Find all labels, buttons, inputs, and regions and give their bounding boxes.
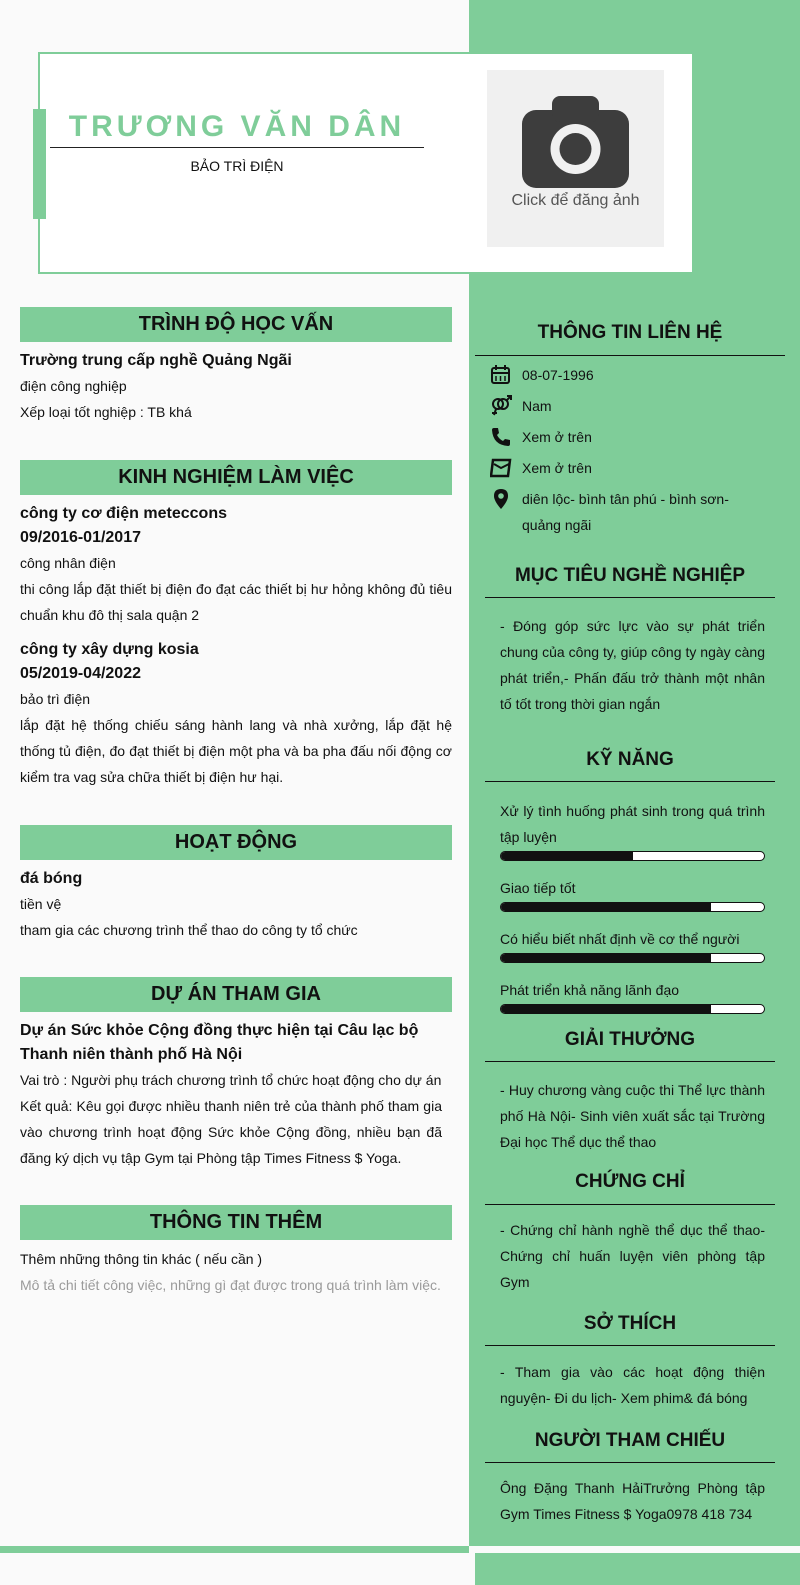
projects-heading: DỰ ÁN THAM GIA xyxy=(20,977,452,1012)
job-title[interactable]: BẢO TRÌ ĐIỆN xyxy=(190,158,284,174)
candidate-name[interactable]: TRƯƠNG VĂN DÂN xyxy=(68,110,406,143)
skill-name: Giao tiếp tốt xyxy=(500,880,576,896)
education-heading: TRÌNH ĐỘ HỌC VẤN xyxy=(20,307,452,342)
email-value: Xem ở trên xyxy=(522,460,592,476)
project-role[interactable]: Vai trò : Người phụ trách chương trình tổ chức hoạt động cho dự án xyxy=(20,1072,442,1088)
activities-heading: HOẠT ĐỘNG xyxy=(20,825,452,860)
references-section xyxy=(485,1430,775,1527)
skill-name: Xử lý tình huống phát sinh trong quá trình tập luyện xyxy=(500,803,765,845)
skill-name: Có hiểu biết nhất định về cơ thể người xyxy=(500,931,740,947)
skill-item[interactable] xyxy=(500,875,765,912)
contact-address[interactable] xyxy=(485,484,775,540)
hobbies-divider xyxy=(485,1345,775,1346)
contact-phone[interactable] xyxy=(485,422,775,453)
experience-role[interactable]: bảo trì điện xyxy=(20,691,91,707)
additional-info-section xyxy=(20,1205,452,1298)
awards-text[interactable]: - Huy chương vàng cuộc thi Thể lực thành phố Hà Nội- Sinh viên xuất sắc tại Trường Đại học Thể dục thể thao xyxy=(500,1082,765,1150)
references-text[interactable]: Ông Đặng Thanh HảiTrưởng Phòng tập Gym Times Fitness $ Yoga0978 418 734 xyxy=(500,1480,765,1522)
objective-divider xyxy=(485,597,775,598)
contact-birthdate[interactable] xyxy=(485,360,775,391)
contact-email[interactable] xyxy=(485,453,775,484)
skill-level-bar xyxy=(500,851,765,861)
project-result[interactable]: Kết quả: Kêu gọi được nhiều thanh niên trẻ của thành phố tham gia vào chương trình hoạt động Sức khỏe Cộng đồng, nhiều bạn đã đăng ký dịch vụ tập Gym tại Phòng tập Times Fitness $ Yoga. xyxy=(20,1098,442,1166)
bottom-right-block xyxy=(475,1553,800,1585)
contact-heading: THÔNG TIN LIÊN HỆ xyxy=(537,322,723,343)
skills-heading: KỸ NĂNG xyxy=(586,749,674,770)
education-major[interactable]: điện công nghiệp xyxy=(20,378,127,394)
location-pin-icon xyxy=(490,488,512,510)
experience-role[interactable]: công nhân điện xyxy=(20,555,116,571)
gender-value: Nam xyxy=(522,398,552,414)
activity-description[interactable]: tham gia các chương trình thể thao do công ty tổ chức xyxy=(20,922,358,938)
gender-icon xyxy=(490,395,512,417)
phone-value: Xem ở trên xyxy=(522,429,592,445)
contact-gender[interactable] xyxy=(485,391,775,422)
experience-description[interactable]: lắp đặt hệ thống chiếu sáng hành lang và nhà xưởng, lắp đặt hệ thống tủ điện, đo đạt thiết bị điện một pha và ba pha đấu nối động cơ kiểm tra vag sửa chữa thiết bị điện hư hại. xyxy=(20,717,452,785)
project-name[interactable]: Dự án Sức khỏe Cộng đồng thực hiện tại Câu lạc bộ Thanh niên thành phố Hà Nội xyxy=(20,1022,419,1063)
bottom-gap xyxy=(469,1546,475,1553)
skill-level-fill xyxy=(501,852,633,860)
skill-level-fill xyxy=(501,1005,711,1013)
objective-text[interactable]: - Đóng góp sức lực vào sự phát triển chung của công ty, giúp công ty ngày càng phát triển,- Phấn đấu trở thành một nhân tố tốt trong thời gian ngắn xyxy=(500,618,765,712)
camera-icon xyxy=(522,96,629,188)
skill-item[interactable] xyxy=(500,798,765,861)
skill-level-fill xyxy=(501,903,711,911)
experience-heading: KINH NGHIỆM LÀM VIỆC xyxy=(20,460,452,495)
birthdate-value: 08-07-1996 xyxy=(522,367,594,383)
education-grade[interactable]: Xếp loại tốt nghiệp : TB khá xyxy=(20,404,192,420)
activity-role[interactable]: tiền vệ xyxy=(20,896,62,912)
experience-description[interactable]: thi công lắp đặt thiết bị điện đo đạt các thiết bị hư hỏng không đủ tiêu chuẩn khu đô thị sala quận 2 xyxy=(20,581,452,623)
skill-item[interactable] xyxy=(500,977,765,1014)
hobbies-section xyxy=(485,1313,775,1411)
photo-upload[interactable] xyxy=(487,70,664,247)
skills-divider xyxy=(485,781,775,782)
header-accent-bar xyxy=(33,109,46,219)
references-divider xyxy=(485,1462,775,1463)
skill-level-fill xyxy=(501,954,711,962)
email-icon xyxy=(490,457,512,479)
skills-section xyxy=(485,749,775,1028)
awards-section xyxy=(485,1029,775,1155)
certificates-divider xyxy=(485,1204,775,1205)
address-value: diên lộc- bình tân phú - bình sơn- quảng ngãi xyxy=(522,491,729,533)
certificates-section xyxy=(485,1171,775,1295)
awards-heading: GIẢI THƯỞNG xyxy=(564,1029,696,1050)
skill-level-bar xyxy=(500,953,765,963)
certificates-text[interactable]: - Chứng chỉ hành nghề thể dục thể thao- Chứng chỉ huấn luyện viên phòng tập Gym xyxy=(500,1222,765,1290)
education-school[interactable]: Trường trung cấp nghề Quảng Ngãi xyxy=(20,352,292,369)
additional-info-line[interactable]: Thêm những thông tin khác ( nếu cần ) xyxy=(20,1251,263,1267)
name-underline xyxy=(50,147,424,148)
experience-company[interactable]: công ty xây dựng kosia xyxy=(20,641,199,658)
phone-icon xyxy=(490,426,512,448)
bottom-accent-bar xyxy=(0,1546,469,1553)
experience-item xyxy=(20,502,452,628)
activities-section xyxy=(20,825,452,943)
activity-name[interactable]: đá bóng xyxy=(20,870,83,887)
contact-divider xyxy=(475,355,785,356)
experience-period[interactable]: 09/2016-01/2017 xyxy=(20,529,141,546)
experience-section xyxy=(20,460,452,790)
experience-item xyxy=(20,638,452,790)
hobbies-text[interactable]: - Tham gia vào các hoạt động thiện nguyện- Đi du lịch- Xem phim& đá bóng xyxy=(500,1364,765,1406)
awards-divider xyxy=(485,1061,775,1062)
education-section xyxy=(20,307,452,425)
skill-level-bar xyxy=(500,902,765,912)
experience-company[interactable]: công ty cơ điện meteccons xyxy=(20,505,227,522)
calendar-icon xyxy=(490,364,512,386)
projects-section xyxy=(20,977,452,1171)
skill-level-bar xyxy=(500,1004,765,1014)
skill-item[interactable] xyxy=(500,926,765,963)
additional-info-placeholder[interactable]: Mô tả chi tiết công việc, những gì đạt được trong quá trình làm việc. xyxy=(20,1277,441,1293)
photo-upload-label: Click để đăng ảnh xyxy=(511,192,640,209)
references-heading: NGƯỜI THAM CHIẾU xyxy=(534,1430,726,1451)
hobbies-heading: SỞ THÍCH xyxy=(583,1313,677,1334)
objective-section xyxy=(485,565,775,717)
skill-name: Phát triển khả năng lãnh đạo xyxy=(500,982,680,998)
additional-info-heading: THÔNG TIN THÊM xyxy=(20,1205,452,1240)
objective-heading: MỤC TIÊU NGHỀ NGHIỆP xyxy=(514,565,746,586)
contact-section xyxy=(485,322,775,540)
certificates-heading: CHỨNG CHỈ xyxy=(575,1171,685,1192)
experience-period[interactable]: 05/2019-04/2022 xyxy=(20,665,141,682)
